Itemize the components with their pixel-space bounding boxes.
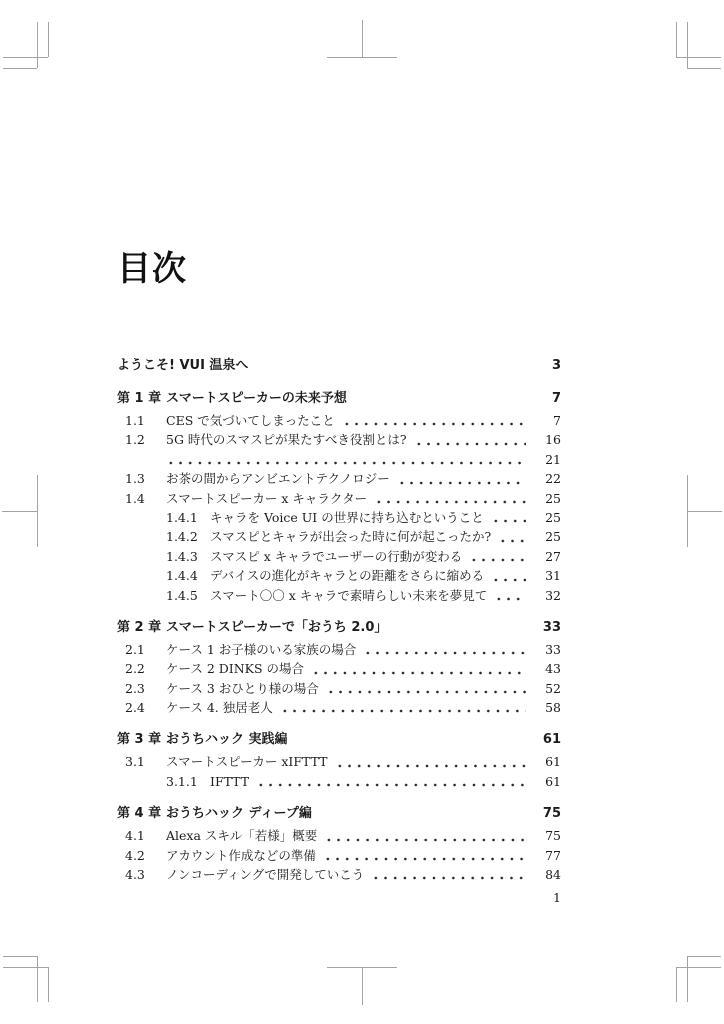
toc-entry-page: 43 xyxy=(545,661,561,677)
dot-leader xyxy=(414,442,526,446)
toc-entry-page: 61 xyxy=(545,754,561,770)
toc-entry-title: スマートスピーカーで「おうち 2.0」 xyxy=(166,619,388,635)
dot-leader xyxy=(469,558,526,562)
toc-entry-page: 75 xyxy=(545,828,561,844)
dot-leader xyxy=(363,651,526,655)
toc-entry-page: 52 xyxy=(545,680,561,696)
dot-leader xyxy=(311,671,526,675)
toc-entry-number: 1.4.3 xyxy=(166,548,198,564)
toc-entry-4.3 xyxy=(125,865,561,884)
trim-line xyxy=(37,475,38,547)
toc-entry-number: 1.4 xyxy=(125,490,145,506)
toc-entry-title: ケース 3 おひとり様の場合 xyxy=(166,680,319,696)
toc-entry-number: 第 1 章 xyxy=(117,391,162,406)
toc-entry-title: ケース 1 お子様のいる家族の場合 xyxy=(166,641,357,657)
toc-entry-number: 3.1 xyxy=(125,754,145,770)
dot-leader xyxy=(295,743,526,747)
toc-entry-title: ノンコーディングで開発していこう xyxy=(166,867,365,883)
toc-entry-title: キャラを Voice UI の世界に持ち込むということ xyxy=(210,509,484,525)
trim-line xyxy=(687,68,721,69)
toc-entry-1.4 xyxy=(125,489,561,508)
toc-entry-1.2 xyxy=(125,430,561,449)
toc-entry-page: 25 xyxy=(545,490,561,506)
toc-entry-page: 7 xyxy=(551,391,561,406)
dot-leader xyxy=(166,461,526,465)
toc-entry-number: 2.3 xyxy=(125,680,145,696)
toc-entry-title: ケース 2 DINKS の場合 xyxy=(166,661,305,677)
trim-line xyxy=(37,956,38,1002)
toc-entry-2.1 xyxy=(125,640,561,659)
toc-entry-page: 32 xyxy=(545,587,561,603)
toc-entry-page: 58 xyxy=(545,700,561,716)
toc-entry-number: 3.1.1 xyxy=(166,773,198,789)
toc-entry-page: 61 xyxy=(545,773,561,789)
toc-entry-第 2 章 xyxy=(117,617,561,639)
page-title: 目次 xyxy=(117,249,187,289)
toc-entry-number: 2.2 xyxy=(125,661,145,677)
toc-entry-page: 21 xyxy=(545,451,561,467)
trim-line xyxy=(688,511,722,512)
toc-entry-number: 第 3 章 xyxy=(117,732,162,748)
toc-entry-number: 第 2 章 xyxy=(117,619,162,635)
toc-entry-title: 5G 時代のスマスピが果たすべき役割とは? xyxy=(166,432,407,448)
toc-entry-page: 61 xyxy=(542,732,561,748)
trim-line xyxy=(676,22,677,57)
trim-line xyxy=(687,22,688,68)
toc-entry-4.2 xyxy=(125,846,561,865)
toc-entry-title: IFTTT xyxy=(210,773,250,789)
toc-entry-title: ようこそ! VUI 温泉へ xyxy=(117,358,249,373)
dot-leader xyxy=(397,481,526,485)
dot-leader xyxy=(494,597,526,601)
toc-entry-title: デバイスの進化がキャラとの距離をさらに縮める xyxy=(210,568,485,584)
toc-entry-title: スマートスピーカーの未来予想 xyxy=(166,391,347,406)
dot-leader xyxy=(280,709,526,713)
toc-entry-1.4.4 xyxy=(166,566,561,585)
toc-entry-第 3 章 xyxy=(117,729,561,751)
toc-entry-number: 1.1 xyxy=(125,413,145,428)
toc-entry-page: 33 xyxy=(545,641,561,657)
toc-entry-title: お茶の間からアンビエントテクノロジー xyxy=(166,471,390,487)
toc-entry-continuation xyxy=(125,450,561,469)
trim-line xyxy=(3,68,37,69)
dot-leader xyxy=(491,578,526,582)
toc-entry-title: スマスピとキャラが出会った時に何が起こったか? xyxy=(210,529,492,545)
dot-leader xyxy=(491,519,526,523)
dot-leader xyxy=(342,422,526,426)
toc-entry-number: 第 4 章 xyxy=(117,806,162,822)
toc-entry-3.1.1 xyxy=(166,772,561,791)
toc-entry-2.2 xyxy=(125,659,561,678)
dot-leader xyxy=(319,817,526,821)
page-content xyxy=(117,0,561,1024)
toc-entry-page: 75 xyxy=(542,806,561,822)
toc-entry-page: 27 xyxy=(545,548,561,564)
toc-entry-3.1 xyxy=(125,752,561,771)
toc-entry-1.4.1 xyxy=(166,508,561,527)
toc-list xyxy=(117,356,561,884)
toc-entry-page: 3 xyxy=(551,358,561,373)
toc-entry-1.4.5 xyxy=(166,586,561,605)
page-number: 1 xyxy=(553,890,561,905)
toc-entry-title: アカウント作成などの準備 xyxy=(166,847,316,863)
toc-entry-page: 77 xyxy=(545,847,561,863)
trim-line xyxy=(2,511,37,512)
toc-entry-page: 22 xyxy=(545,471,561,487)
dot-leader xyxy=(394,631,526,635)
toc-entry-1.1 xyxy=(125,411,561,430)
trim-line xyxy=(676,967,721,968)
toc-entry-2.3 xyxy=(125,679,561,698)
toc-entry-number: 2.1 xyxy=(125,641,145,657)
dot-leader xyxy=(324,838,526,842)
toc-entry-title: CES で気づいてしまったこと xyxy=(166,413,335,428)
dot-leader xyxy=(371,876,526,880)
dot-leader xyxy=(374,500,526,504)
dot-leader xyxy=(354,402,526,406)
toc-entry-第 4 章 xyxy=(117,803,561,825)
trim-line xyxy=(676,967,677,1002)
toc-entry-page: 33 xyxy=(542,619,561,635)
dot-leader xyxy=(256,783,526,787)
toc-entry-1.3 xyxy=(125,469,561,488)
dot-leader xyxy=(335,764,527,768)
toc-entry-page: 31 xyxy=(545,568,561,584)
trim-line xyxy=(37,22,38,68)
toc-entry-number: 4.2 xyxy=(125,847,145,863)
toc-entry-number: 2.4 xyxy=(125,700,145,716)
toc-entry-1.4.3 xyxy=(166,547,561,566)
trim-line xyxy=(48,967,49,1002)
toc-entry-page: 84 xyxy=(545,867,561,883)
toc-entry-number: 1.3 xyxy=(125,471,145,487)
toc-entry-title: スマート〇〇 x キャラで素晴らしい未来を夢見て xyxy=(210,587,488,603)
toc-entry-number: 1.4.5 xyxy=(166,587,198,603)
toc-entry-page: 25 xyxy=(545,509,561,525)
toc-entry-title: おうちハック 実践編 xyxy=(166,732,288,748)
toc-entry-title: スマートスピーカー x キャラクター xyxy=(166,490,368,506)
toc-entry-2.4 xyxy=(125,698,561,717)
toc-entry-number: 4.3 xyxy=(125,867,145,883)
trim-line xyxy=(3,956,37,957)
toc-entry-4.1 xyxy=(125,826,561,845)
toc-entry-title: スマートスピーカー xIFTTT xyxy=(166,754,328,770)
toc-entry-第 1 章 xyxy=(117,388,561,410)
toc-entry-title: ケース 4. 独居老人 xyxy=(166,700,273,716)
toc-entry-number: 1.2 xyxy=(125,432,145,448)
trim-line xyxy=(48,22,49,57)
trim-line xyxy=(687,956,721,957)
trim-line xyxy=(687,956,688,1002)
toc-entry-1.4.2 xyxy=(166,527,561,546)
toc-entry-number: 1.4.4 xyxy=(166,568,198,584)
trim-line xyxy=(3,57,48,58)
dot-leader xyxy=(326,690,526,694)
toc-entry-page: 7 xyxy=(553,413,561,428)
toc-entry-number: 4.1 xyxy=(125,828,145,844)
dot-leader xyxy=(323,857,526,861)
toc-entry-title: おうちハック ディープ編 xyxy=(166,806,312,822)
dot-leader xyxy=(498,539,526,543)
toc-entry-title: スマスピ x キャラでユーザーの行動が変わる xyxy=(210,548,463,564)
trim-line xyxy=(676,57,721,58)
toc-entry-page: 25 xyxy=(545,529,561,545)
toc-entry-number: 1.4.2 xyxy=(166,529,198,545)
toc-entry-number: 1.4.1 xyxy=(166,509,198,525)
toc-entry-title: Alexa スキル「若様」概要 xyxy=(166,828,318,844)
toc-entry-page: 16 xyxy=(545,432,561,448)
toc-entry-preface xyxy=(117,356,561,376)
dot-leader xyxy=(255,368,526,372)
trim-line xyxy=(3,967,48,968)
